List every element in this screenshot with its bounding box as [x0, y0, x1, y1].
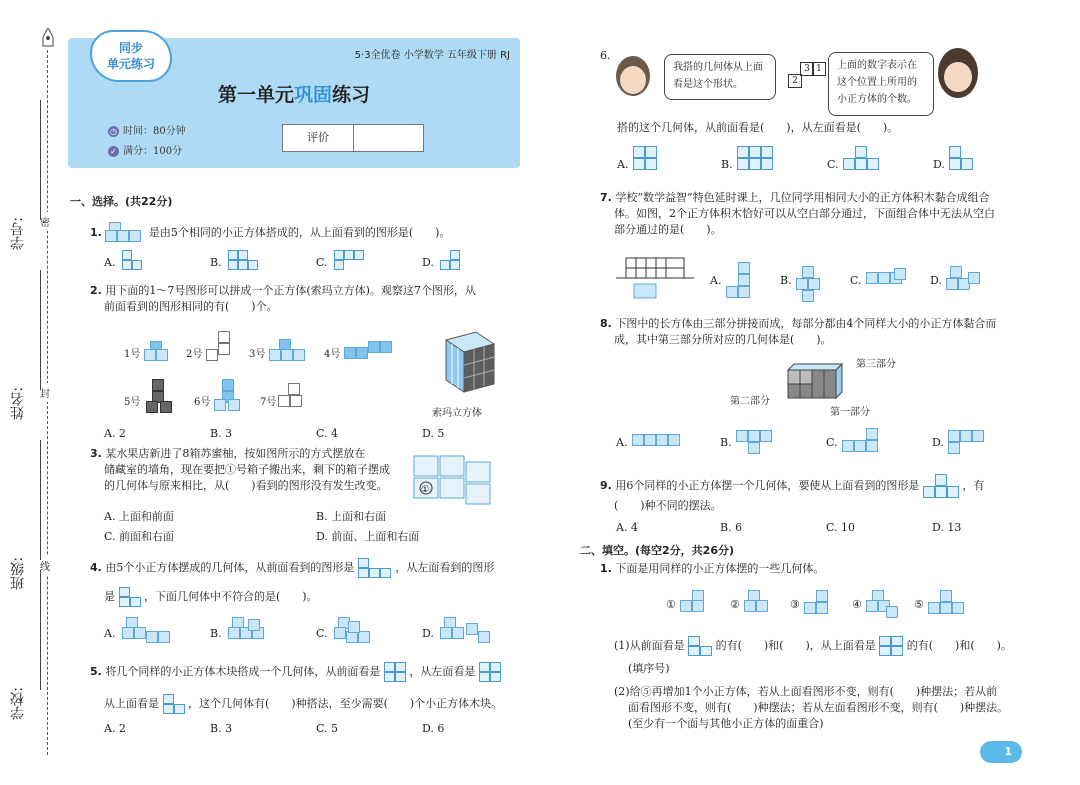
q4-option-a[interactable]: A.	[104, 627, 116, 640]
question-8: 8. 下图中的长方体由三部分拼接而成，每部分都由4个同样大小的小正方体黏合而 成，其中第三部分所对应的几何体是( )。	[600, 317, 997, 346]
question-1: 1. 是由5个相同的小正方体搭成的，从上面看到的图形是( )。	[90, 222, 450, 244]
question-7: 7. 学校“数学益智”特色延时课上，几位同学用相同大小的正方体积木黏合成组合 体。如图，2个正方体积木恰好可以从空白部分通过，下面组合体中无法从空白 部分通过的是( )。	[600, 191, 995, 236]
q8-option-c[interactable]: C.	[826, 436, 838, 449]
fill-1-part-2: (2)给⑤再增加1个小正方体，若从上面看图形不变，则有( )种摆法；若从前 面看图形不变，则有( )种摆法；若从左面看图形不变，则有( )种摆法。 (至少有一个面与其他小正方体的面重合)	[614, 685, 1009, 730]
question-9: 9. 用6个同样的小正方体摆一个几何体，要使从上面看到的图形是 ，有 ( )种不同的摆法。	[600, 474, 1040, 514]
q8-option-a[interactable]: A.	[616, 436, 628, 449]
q2-figures: 1号 2号 3号 4号 5号 6号 7号	[124, 335, 424, 425]
question-6-number: 6.	[600, 49, 611, 62]
q5-options	[104, 722, 504, 738]
top-view-number-grid: 3 1 2	[788, 62, 824, 92]
f1-figures: ① ② ③ ④ ⑤	[666, 590, 966, 624]
check-icon: ✓	[108, 146, 119, 157]
time-limit: ◷ 时间：80分钟	[110, 126, 186, 137]
school-field[interactable]: 学校:	[8, 570, 38, 720]
q6-option-c[interactable]: C.	[827, 158, 839, 171]
page-title: 第一单元巩固练习	[217, 84, 371, 106]
q9-option-c[interactable]: C. 10	[826, 521, 856, 534]
q3-option-d[interactable]: D. 前面、上面和右面	[316, 530, 420, 543]
q7-options	[710, 262, 1010, 302]
evaluation-label: 评价	[283, 125, 354, 151]
q3-options	[104, 508, 524, 542]
question-4: 4. 由5个小正方体摆成的几何体，从前面看到的图形是 ，从左面看到的图形	[90, 558, 520, 578]
student-name-field[interactable]: 姓名:	[8, 270, 38, 420]
fill-question-1: 1. 下面是用同样的小正方体摆的一些几何体。	[600, 562, 825, 575]
evaluation-field[interactable]	[354, 125, 423, 151]
f1-front-view	[688, 636, 712, 656]
unit-practice-tag: 同步 单元练习	[90, 30, 172, 82]
seal-mark-1: 密	[40, 212, 50, 231]
q1-option-c[interactable]: C.	[316, 256, 328, 269]
q1-options	[104, 250, 504, 278]
q4-option-c[interactable]: C.	[316, 627, 328, 640]
section-one-heading: 一、选择。(共22分)	[70, 195, 173, 208]
question-4-line2: 是 ，下面几何体中不符合的是( )。	[104, 587, 524, 607]
seal-mark-3: 线	[40, 556, 50, 575]
rocket-icon	[42, 28, 54, 53]
soma-cube-figure	[436, 330, 496, 394]
q2-options	[104, 427, 504, 443]
q5-option-a[interactable]: A. 2	[104, 722, 126, 735]
q1-option-d[interactable]: D.	[422, 256, 434, 269]
q9-option-a[interactable]: A. 4	[616, 521, 638, 534]
speech-bubble-left: 我搭的几何体从上面看是这个形状。	[664, 54, 776, 100]
q2-option-d[interactable]: D. 5	[422, 427, 445, 440]
question-6-text: 搭的这个几何体，从前面看是( )，从左面看是( )。	[617, 121, 899, 134]
q1-option-a[interactable]: A.	[104, 256, 116, 269]
q3-option-c[interactable]: C. 前面和右面	[104, 530, 175, 543]
third-part-label: 第三部分	[856, 359, 896, 370]
q8-options	[616, 426, 1016, 462]
soma-cube-label: 索玛立方体	[432, 408, 482, 419]
q2-option-c[interactable]: C. 4	[316, 427, 339, 440]
q1-figure	[105, 222, 145, 244]
q6-option-d[interactable]: D.	[933, 158, 945, 171]
clock-icon: ◷	[108, 126, 119, 137]
question-3: 3. 某水果店新进了8箱苏蜜柚，按如图所示的方式摆放在 储藏室的墙角，现在要把①号箱子搬出来，剩下的箱子摆成 的几何体与原来相比，从( )看到的图形没有发生改变。	[90, 447, 390, 492]
q5-option-b[interactable]: B. 3	[210, 722, 233, 735]
q9-options	[616, 521, 1016, 537]
q4-option-d[interactable]: D.	[422, 627, 434, 640]
first-part-label: 第一部分	[830, 407, 870, 418]
q5-front-view	[384, 662, 406, 682]
q8-option-d[interactable]: D.	[932, 436, 944, 449]
section-two-heading: 二、填空。(每空2分，共26分)	[580, 544, 735, 557]
q4-left-view	[119, 587, 141, 607]
q3-boxes-figure	[410, 452, 500, 510]
class-field[interactable]: 班级:	[8, 440, 38, 590]
fill-1-part-1: (1)从前面看是 的有( )和( )，从上面看是 的有( )和( )。	[614, 636, 1034, 656]
q8-cuboid-figure	[786, 362, 846, 402]
question-2: 2. 用下面的1～7号图形可以拼成一个正方体(索玛立方体)。观察这7个图形，从 前面看到的图形相同的有( )个。	[90, 284, 476, 313]
q5-left-view	[479, 662, 501, 682]
evaluation-box[interactable]	[282, 124, 424, 152]
speech-bubble-right: 上面的数字表示在这个位置上所用的小正方体的个数。	[828, 52, 934, 116]
q7-gap-figure	[616, 256, 696, 302]
question-5-line2: 从上面看是 ，这个几何体有( )种搭法，至少需要( )个小正方体木块。	[104, 694, 524, 714]
q9-top-view	[923, 474, 959, 498]
q5-top-view	[163, 694, 185, 714]
page-number: 1	[980, 741, 1022, 763]
seal-mark-2: 封	[40, 383, 50, 402]
q6-option-b[interactable]: B.	[721, 158, 733, 171]
fill-1-note: (填序号)	[628, 662, 670, 675]
full-score: ✓ 满分：100分	[108, 142, 182, 157]
q4-option-b[interactable]: B.	[210, 627, 222, 640]
q7-option-b[interactable]: B.	[780, 274, 792, 287]
q8-option-b[interactable]: B.	[720, 436, 732, 449]
student-id-field[interactable]: 学号:	[8, 100, 38, 250]
question-5: 5. 将几个同样的小正方体木块搭成一个几何体，从前面看是 ，从左面看是	[90, 662, 520, 682]
q1-option-b[interactable]: B.	[210, 256, 222, 269]
q3-option-a[interactable]: A. 上面和前面	[104, 510, 174, 523]
q5-option-c[interactable]: C. 5	[316, 722, 339, 735]
q5-option-d[interactable]: D. 6	[422, 722, 445, 735]
q9-option-b[interactable]: B. 6	[720, 521, 743, 534]
q6-option-a[interactable]: A.	[617, 158, 629, 171]
q9-option-d[interactable]: D. 13	[932, 521, 962, 534]
q7-option-a[interactable]: A.	[710, 274, 722, 287]
seal-line	[47, 50, 48, 755]
binding-strip	[0, 0, 62, 785]
unit-header	[68, 38, 520, 168]
q7-option-d[interactable]: D.	[930, 274, 942, 287]
series-label: 5·3全优卷 小学数学 五年级下册 RJ	[354, 50, 510, 61]
q6-options	[617, 144, 1017, 184]
q7-option-c[interactable]: C.	[850, 274, 862, 287]
q2-option-b[interactable]: B. 3	[210, 427, 233, 440]
q4-options	[104, 617, 524, 651]
q4-front-view	[358, 558, 392, 578]
f1-top-view	[879, 636, 903, 656]
svg-text:①: ①	[421, 485, 430, 495]
q3-option-b[interactable]: B. 上面和右面	[316, 510, 387, 523]
q2-option-a[interactable]: A. 2	[104, 427, 126, 440]
second-part-label: 第二部分	[730, 396, 770, 407]
